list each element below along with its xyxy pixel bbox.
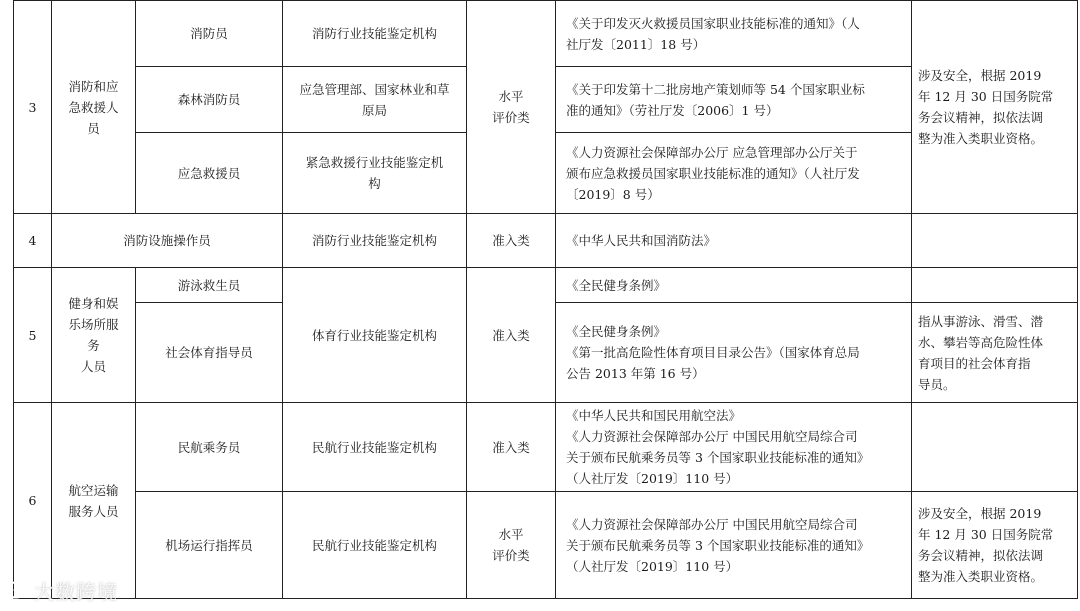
occupation-cell: 消防员 (136, 1, 283, 67)
eval-type-cell: 水平 评价类 (467, 1, 556, 214)
agency-cell: 民航行业技能鉴定机构 (283, 403, 467, 492)
occupation-cell: 游泳救生员 (136, 268, 283, 303)
basis-cell: 《中华人民共和国民用航空法》 《人力资源社会保障部办公厅 中国民用航空局综合司 关于颁布民航乘务员等 3 个国家职业技能标准的通知》 （人社厅发〔2019〕110 号） (556, 403, 912, 492)
basis-cell: 《人力资源社会保障部办公厅 应急管理部办公厅关于 颁布应急救援员国家职业技能标准的通知》（人社厅发 〔2019〕8 号） (556, 133, 912, 214)
note-cell (912, 403, 1078, 492)
agency-cell: 民航行业技能鉴定机构 (283, 492, 467, 599)
eval-type-cell: 准入类 (467, 403, 556, 492)
table-row (14, 492, 1078, 599)
basis-cell: 《人力资源社会保障部办公厅 中国民用航空局综合司 关于颁布民航乘务员等 3 个国家职业技能标准的通知》 （人社厅发〔2019〕110 号） (556, 492, 912, 599)
table-row (14, 1, 1078, 67)
category-cell: 消防和应 急救援人 员 (52, 1, 136, 214)
basis-cell: 《关于印发灭火救援员国家职业技能标准的通知》（人 社厅发〔2011〕18 号） (556, 1, 912, 67)
eval-type-cell: 准入类 (467, 214, 556, 268)
chat-bubble-icon (4, 581, 28, 601)
table-row (14, 403, 1078, 492)
basis-cell: 《关于印发第十二批房地产策划师等 54 个国家职业标 准的通知》（劳社厅发〔2006〕1 号） (556, 67, 912, 133)
basis-cell: 《全民健身条例》 《第一批高危险性体育项目目录公告》（国家体育总局 公告 2013 年第 16 号） (556, 303, 912, 403)
note-cell: 指从事游泳、滑雪、潜 水、攀岩等高危险性体 育项目的社会体育指 导员。 (912, 303, 1078, 403)
agency-cell: 消防行业技能鉴定机构 (283, 214, 467, 268)
note-cell: 涉及安全，根据 2019 年 12 月 30 日国务院常 务会议精神，拟依法调 整为准入类职业资格。 (912, 492, 1078, 599)
qualification-table (13, 0, 1078, 599)
agency-cell: 消防行业技能鉴定机构 (283, 1, 467, 67)
occupation-cell: 森林消防员 (136, 67, 283, 133)
note-cell (912, 214, 1078, 268)
watermark-text: 大数跨境 (34, 580, 118, 604)
basis-cell: 《中华人民共和国消防法》 (556, 214, 912, 268)
basis-cell: 《全民健身条例》 (556, 268, 912, 303)
eval-type-cell: 水平 评价类 (467, 492, 556, 599)
row-number: 6 (14, 403, 52, 599)
note-cell (912, 268, 1078, 303)
occupation-cell: 消防设施操作员 (52, 214, 283, 268)
row-number: 3 (14, 1, 52, 214)
row-number: 5 (14, 268, 52, 403)
table-row (14, 268, 1078, 303)
occupation-cell: 社会体育指导员 (136, 303, 283, 403)
watermark (4, 576, 118, 605)
category-cell: 健身和娱 乐场所服 务 人员 (52, 268, 136, 403)
eval-type-cell: 准入类 (467, 268, 556, 403)
agency-cell: 紧急救援行业技能鉴定机 构 (283, 133, 467, 214)
agency-cell: 体育行业技能鉴定机构 (283, 268, 467, 403)
row-number: 4 (14, 214, 52, 268)
agency-cell: 应急管理部、国家林业和草 原局 (283, 67, 467, 133)
note-cell: 涉及安全，根据 2019 年 12 月 30 日国务院常 务会议精神，拟依法调 整为准入类职业资格。 (912, 1, 1078, 214)
occupation-cell: 应急救援员 (136, 133, 283, 214)
occupation-cell: 民航乘务员 (136, 403, 283, 492)
table-row (14, 214, 1078, 268)
occupation-cell: 机场运行指挥员 (136, 492, 283, 599)
category-cell: 航空运输 服务人员 (52, 403, 136, 599)
